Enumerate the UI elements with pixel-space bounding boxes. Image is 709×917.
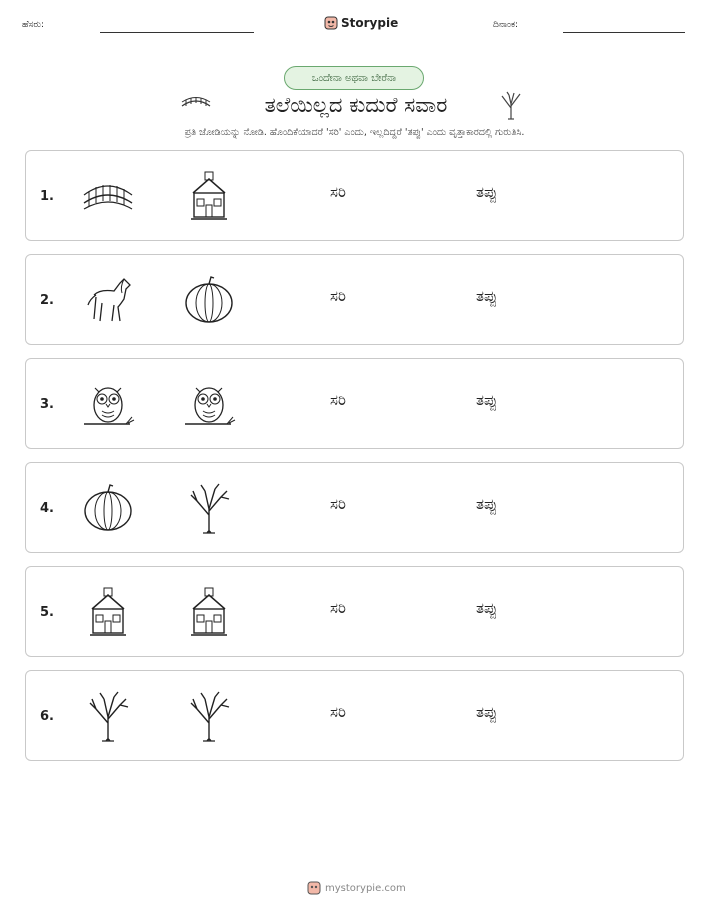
pair-row — [25, 150, 684, 241]
pair-number: 6. — [40, 709, 54, 724]
true-option[interactable]: ಸರಿ — [330, 391, 346, 409]
pair-row — [25, 358, 684, 449]
pumpkin-icon — [181, 273, 237, 327]
false-option[interactable]: ತಪ್ಪು — [476, 495, 498, 513]
pair-row — [25, 462, 684, 553]
category-badge: ಒಂದೇನಾ ಅಥವಾ ಬೇರೆನಾ — [284, 66, 424, 90]
false-option[interactable]: ತಪ್ಪು — [476, 599, 498, 617]
pair-row — [25, 670, 684, 761]
date-label: ದಿನಾಂಕ: — [493, 20, 519, 30]
schoolhouse-icon — [181, 585, 237, 639]
storypie-mascot-icon — [324, 15, 338, 31]
true-option[interactable]: ಸರಿ — [330, 599, 346, 617]
storypie-mascot-icon — [307, 880, 321, 896]
pumpkin-icon — [80, 481, 136, 535]
owl-icon — [80, 377, 136, 431]
bridge-icon — [80, 169, 136, 223]
pair-row — [25, 566, 684, 657]
false-option[interactable]: ತಪ್ಪು — [476, 391, 498, 409]
pair-number: 2. — [40, 293, 54, 308]
pair-number: 3. — [40, 397, 54, 412]
date-line[interactable] — [563, 32, 685, 33]
schoolhouse-icon — [181, 169, 237, 223]
bridge-icon — [180, 94, 212, 112]
pair-number: 4. — [40, 501, 54, 516]
pair-number: 5. — [40, 605, 54, 620]
worksheet-header — [0, 14, 709, 38]
footer-url[interactable]: mystorypie.com — [325, 882, 406, 894]
title-row — [0, 90, 709, 120]
footer — [307, 880, 406, 896]
tree-icon — [498, 90, 524, 120]
false-option[interactable]: ತಪ್ಪು — [476, 703, 498, 721]
owl-icon — [181, 377, 237, 431]
tree-icon — [80, 689, 136, 743]
name-line[interactable] — [100, 32, 254, 33]
tree-icon — [181, 481, 237, 535]
pair-row — [25, 254, 684, 345]
page-title: ತಲೆಯಿಲ್ಲದ ಕುದುರೆ ಸವಾರ — [264, 93, 448, 117]
brand-logo — [324, 14, 398, 32]
true-option[interactable]: ಸರಿ — [330, 287, 346, 305]
true-option[interactable]: ಸರಿ — [330, 703, 346, 721]
horse-icon — [80, 273, 136, 327]
tree-icon — [181, 689, 237, 743]
brand-name: Storypie — [341, 16, 399, 30]
true-option[interactable]: ಸರಿ — [330, 495, 346, 513]
false-option[interactable]: ತಪ್ಪು — [476, 287, 498, 305]
pair-number: 1. — [40, 189, 54, 204]
instructions: ಪ್ರತಿ ಜೋಡಿಯನ್ನು ನೋಡಿ. ಹೊಂದಿಕೆಯಾದರೆ 'ಸರಿ' ಎಂದು, ಇಲ್ಲದಿದ್ದರೆ 'ತಪ್ಪು' ಎಂದು ವೃತ್ತಾಕಾರದಲ್ಲಿ ಗುರುತಿಸಿ. — [184, 127, 525, 138]
name-label: ಹೆಸರು: — [22, 20, 45, 30]
false-option[interactable]: ತಪ್ಪು — [476, 183, 498, 201]
schoolhouse-icon — [80, 585, 136, 639]
true-option[interactable]: ಸರಿ — [330, 183, 346, 201]
